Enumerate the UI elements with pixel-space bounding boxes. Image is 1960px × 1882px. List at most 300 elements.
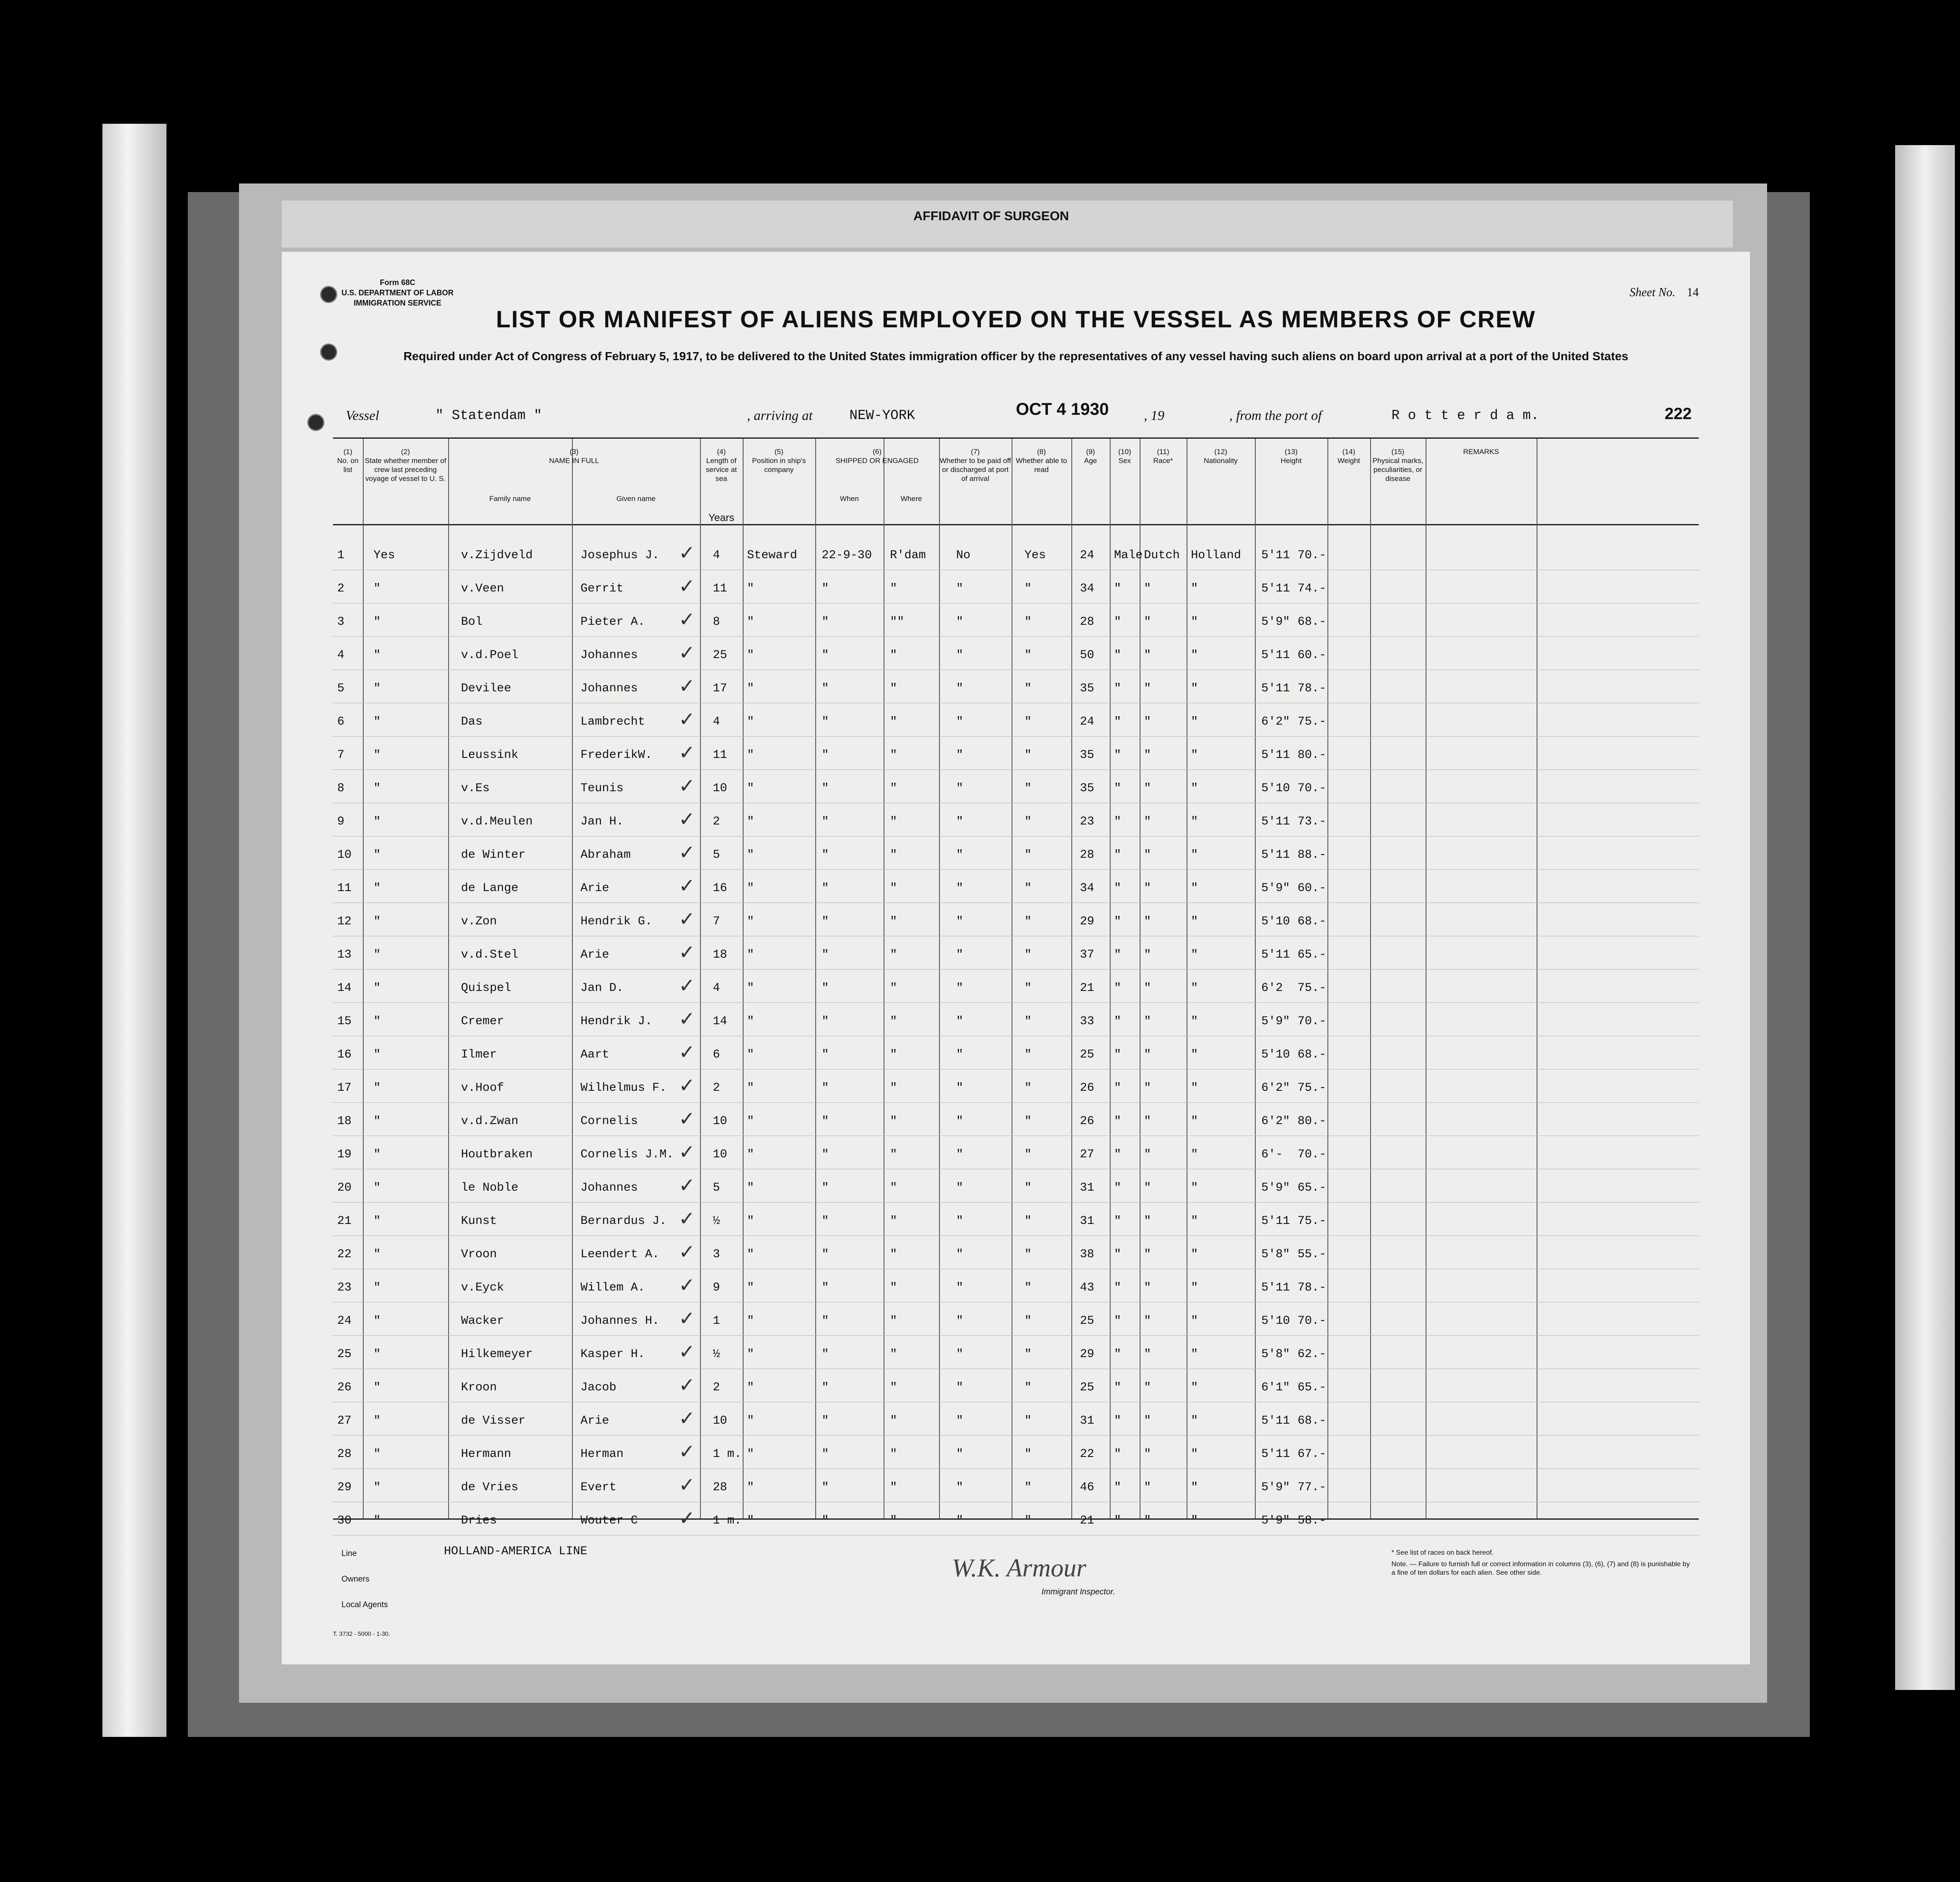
position: " [747,815,754,828]
checkmark-icon: ✓ [679,1074,695,1097]
year-label: , 19 [1144,408,1164,423]
checkmark-icon: ✓ [679,541,695,564]
row-number: 14 [337,982,352,995]
nationality: " [1191,715,1198,728]
paid-off: " [956,782,963,795]
weight: 78.- [1298,1281,1327,1294]
column-number: (6) [872,448,882,456]
paid-off: " [956,948,963,961]
weight: 67.- [1298,1448,1327,1461]
nationality: " [1191,848,1198,862]
shipped-where: " [890,1181,897,1194]
height: 5'11 [1261,1414,1290,1428]
column-header [1110,447,1140,465]
given-name: Johannes [580,682,638,695]
family-name: le Noble [461,1181,519,1194]
shipped-where: " [890,715,897,728]
table-row [333,1369,1699,1402]
height: 5'11 [1261,1281,1290,1294]
shipped-when: " [822,582,829,595]
position: " [747,782,754,795]
height: 5'11 [1261,848,1290,862]
column-label: SHIPPED OR ENGAGED [835,457,919,465]
shipped-where: " [890,1448,897,1461]
weight: 78.- [1298,682,1327,695]
given-name: Jan H. [580,815,624,828]
weight: 80.- [1298,1115,1327,1128]
age: 23 [1080,815,1094,828]
age: 25 [1080,1048,1094,1061]
family-name: Bol [461,615,483,629]
age: 31 [1080,1181,1094,1194]
family-name: de Vries [461,1481,519,1494]
member-flag: " [373,1314,381,1328]
table-row [333,836,1699,870]
position: " [747,1148,754,1161]
shipped-when: " [822,1081,829,1095]
nationality: " [1191,1281,1198,1294]
column-header [448,447,700,465]
paid-off: " [956,1281,963,1294]
row-number: 22 [337,1248,352,1261]
sex: " [1114,715,1121,728]
column-header [572,494,700,503]
sheet-number [1630,286,1699,300]
family-name: v.d.Poel [461,649,519,662]
row-number: 13 [337,948,352,961]
member-flag: " [373,1481,381,1494]
crew-table [333,437,1699,1529]
column-label: No. on list [337,457,359,474]
given-name: Arie [580,948,610,961]
height: 6'- [1261,1148,1283,1161]
shipped-when: " [822,1248,829,1261]
age: 43 [1080,1281,1094,1294]
weight: 70.- [1298,549,1327,562]
member-flag: " [373,615,381,629]
weight: 68.- [1298,1414,1327,1428]
age: 50 [1080,649,1094,662]
height: 5'11 [1261,682,1290,695]
row-number: 2 [337,582,344,595]
table-row [333,1502,1699,1535]
service: IMMIGRATION SERVICE [353,299,442,307]
given-name: Hendrik J. [580,1015,653,1028]
family-name: v.Es [461,782,490,795]
from-port: R o t t e r d a m. [1391,408,1539,423]
row-number: 12 [337,915,352,928]
service-length: 16 [713,882,727,895]
service-length: ½ [713,1215,720,1228]
family-name: v.Veen [461,582,504,595]
header-separator [333,524,1699,525]
given-name: Pieter A. [580,615,645,629]
height: 5'9" [1261,615,1290,629]
family-name: Kroon [461,1381,497,1394]
race: " [1144,848,1151,862]
service-length: 10 [713,1115,727,1128]
race: " [1144,1015,1151,1028]
sex: " [1114,815,1121,828]
race-note: * See list of races on back hereof. [1391,1549,1494,1556]
column-number: (15) [1391,448,1405,456]
family-name: Cremer [461,1015,504,1028]
shipped-when: " [822,715,829,728]
column-number: (1) [343,448,353,456]
race: " [1144,1414,1151,1428]
nationality: " [1191,1248,1198,1261]
sex: " [1114,1148,1121,1161]
family-name: v.d.Stel [461,948,519,961]
able-to-read: " [1024,1348,1032,1361]
position: " [747,1448,754,1461]
member-flag: " [373,848,381,862]
checkmark-icon: ✓ [679,841,695,864]
age: 29 [1080,915,1094,928]
manifest-sheet [282,252,1750,1664]
service-length: 3 [713,1248,720,1261]
race: " [1144,1115,1151,1128]
table-row [333,603,1699,637]
age: 28 [1080,615,1094,629]
sex: " [1114,649,1121,662]
column-label: REMARKS [1463,448,1499,456]
position: " [747,1348,754,1361]
position: " [747,1215,754,1228]
race: " [1144,1181,1151,1194]
row-number: 15 [337,1015,352,1028]
able-to-read: " [1024,948,1032,961]
weight: 58.- [1298,1514,1327,1527]
member-flag: " [373,682,381,695]
age: 26 [1080,1081,1094,1095]
race: " [1144,1381,1151,1394]
weight: 73.- [1298,815,1327,828]
age: 26 [1080,1115,1094,1128]
race: " [1144,749,1151,762]
paid-off: " [956,715,963,728]
age: 29 [1080,1348,1094,1361]
nationality: " [1191,948,1198,961]
row-number: 1 [337,549,344,562]
weight: 70.- [1298,782,1327,795]
row-number: 28 [337,1448,352,1461]
checkmark-icon: ✓ [679,574,695,597]
weight: 62.- [1298,1348,1327,1361]
service-length: 4 [713,982,720,995]
able-to-read: " [1024,1481,1032,1494]
given-name: Kasper H. [580,1348,645,1361]
position: " [747,915,754,928]
shipped-where: " [890,1314,897,1328]
race: " [1144,615,1151,629]
height: 5'9" [1261,1181,1290,1194]
table-row [333,637,1699,670]
paid-off: " [956,1248,963,1261]
family-name: v.Hoof [461,1081,504,1095]
column-number: (3) [569,448,579,456]
position: " [747,715,754,728]
service-length: 28 [713,1481,727,1494]
right-binding-strip [1895,145,1955,1690]
member-flag: " [373,1115,381,1128]
given-name: Lambrecht [580,715,645,728]
checkmark-icon: ✓ [679,1174,695,1197]
able-to-read: " [1024,982,1032,995]
height: 5'10 [1261,1048,1290,1061]
sex: " [1114,582,1121,595]
age: 21 [1080,982,1094,995]
paid-off: " [956,915,963,928]
shipped-when: " [822,882,829,895]
service-length: 17 [713,682,727,695]
nationality: " [1191,1381,1198,1394]
position: " [747,1514,754,1527]
table-row [333,670,1699,703]
height: 5'11 [1261,549,1290,562]
checkmark-icon: ✓ [679,1307,695,1330]
table-row [333,1269,1699,1302]
table-row [333,1069,1699,1103]
position: " [747,948,754,961]
row-number: 17 [337,1081,352,1095]
column-header [815,494,884,503]
age: 33 [1080,1015,1094,1028]
row-number: 18 [337,1115,352,1128]
age: 37 [1080,948,1094,961]
column-header [1187,447,1255,465]
column-header [1426,447,1537,456]
race: " [1144,1481,1151,1494]
column-label: Given name [616,495,656,503]
weight: 68.- [1298,1048,1327,1061]
column-header [448,494,572,503]
race: " [1144,1348,1151,1361]
footer [333,1545,1699,1656]
position: " [747,1248,754,1261]
height: 5'10 [1261,915,1290,928]
shipped-where: " [890,1215,897,1228]
service-length: 10 [713,1148,727,1161]
shipped-when: " [822,615,829,629]
age: 31 [1080,1215,1094,1228]
sex: " [1114,1081,1121,1095]
age: 24 [1080,715,1094,728]
member-flag: " [373,649,381,662]
shipped-when: " [822,1414,829,1428]
shipped-where: " [890,1481,897,1494]
row-number: 10 [337,848,352,862]
weight: 65.- [1298,1381,1327,1394]
sex: " [1114,682,1121,695]
member-flag: " [373,1181,381,1194]
line-value: HOLLAND-AMERICA LINE [444,1545,588,1558]
position: " [747,1081,754,1095]
checkmark-icon: ✓ [679,874,695,897]
row-number: 21 [337,1215,352,1228]
weight: 60.- [1298,882,1327,895]
family-name: de Visser [461,1414,526,1428]
weight: 88.- [1298,848,1327,862]
able-to-read: " [1024,682,1032,695]
shipped-when: " [822,948,829,961]
column-label: NAME IN FULL [549,457,599,465]
member-flag: " [373,1381,381,1394]
table-row [333,1236,1699,1269]
height: 6'2" [1261,1081,1290,1095]
able-to-read: " [1024,582,1032,595]
given-name: Gerrit [580,582,624,595]
paid-off: " [956,815,963,828]
shipped-when: " [822,682,829,695]
given-name: Jacob [580,1381,617,1394]
weight: 75.- [1298,1081,1327,1095]
nationality: " [1191,615,1198,629]
family-name: Wacker [461,1314,504,1328]
weight: 75.- [1298,1215,1327,1228]
sex: " [1114,1015,1121,1028]
column-header [1255,447,1327,465]
checkmark-icon: ✓ [679,608,695,631]
row-number: 27 [337,1414,352,1428]
shipped-where: " [890,915,897,928]
race: " [1144,1281,1151,1294]
sex: " [1114,1281,1121,1294]
shipped-where: " [890,1514,897,1527]
member-flag: " [373,1281,381,1294]
able-to-read: " [1024,1148,1032,1161]
able-to-read: " [1024,1414,1032,1428]
from-label: , from the port of [1229,408,1322,423]
shipped-when: " [822,982,829,995]
given-name: Johannes H. [580,1314,659,1328]
column-label: Position in ship's company [752,457,806,474]
nationality: " [1191,749,1198,762]
paid-off: " [956,649,963,662]
shipped-when: " [822,1514,829,1527]
service-length: 10 [713,1414,727,1428]
table-row [333,803,1699,836]
checkmark-icon: ✓ [679,1473,695,1496]
family-name: de Winter [461,848,526,862]
family-name: Vroon [461,1248,497,1261]
form-number: Form 68C [379,278,415,287]
position: " [747,1115,754,1128]
sheet-label: Sheet No. [1629,286,1675,299]
column-header [1327,447,1370,465]
able-to-read: " [1024,1115,1032,1128]
nationality: Holland [1191,549,1241,562]
shipped-when: " [822,1148,829,1161]
table-row [333,1436,1699,1469]
sex: " [1114,1248,1121,1261]
sex: " [1114,1514,1121,1527]
nationality: " [1191,682,1198,695]
row-number: 7 [337,749,344,762]
department: U.S. DEPARTMENT OF LABOR [341,288,454,297]
race: " [1144,1081,1151,1095]
sex: " [1114,1348,1121,1361]
position: " [747,1381,754,1394]
member-flag: " [373,1414,381,1428]
column-label: Whether able to read [1015,457,1067,474]
able-to-read: " [1024,782,1032,795]
nationality: " [1191,982,1198,995]
inspector-signature: W.K. Armour [952,1554,1087,1582]
family-name: Houtbraken [461,1148,533,1161]
age: 34 [1080,882,1094,895]
able-to-read: " [1024,815,1032,828]
sex: " [1114,749,1121,762]
age: 22 [1080,1448,1094,1461]
arrival-port: NEW-YORK [849,408,915,423]
shipped-when: " [822,649,829,662]
age: 24 [1080,549,1094,562]
table-row [333,537,1699,570]
position: Steward [747,549,797,562]
given-name: Teunis [580,782,624,795]
sex: " [1114,848,1121,862]
shipped-when: " [822,815,829,828]
able-to-read: " [1024,1248,1032,1261]
given-name: Johannes [580,649,638,662]
race: " [1144,1148,1151,1161]
service-length: 18 [713,948,727,961]
given-name: Arie [580,882,610,895]
weight: 68.- [1298,915,1327,928]
shipped-when: " [822,782,829,795]
checkmark-icon: ✓ [679,974,695,997]
member-flag: Yes [373,549,395,562]
row-number: 26 [337,1381,352,1394]
column-label: Whether to be paid off or discharged at port of arrival [939,457,1011,483]
column-header [939,447,1012,483]
column-label: Nationality [1204,457,1238,465]
sex: Male [1114,549,1143,562]
shipped-where: " [890,982,897,995]
nationality: " [1191,1048,1198,1061]
able-to-read: " [1024,749,1032,762]
able-to-read: " [1024,848,1032,862]
race: " [1144,1514,1151,1527]
table-row [333,1302,1699,1336]
sex: " [1114,1215,1121,1228]
nationality: " [1191,882,1198,895]
column-header [815,447,939,465]
height: 5'11 [1261,948,1290,961]
checkmark-icon: ✓ [679,807,695,830]
height: 5'11 [1261,749,1290,762]
paid-off: " [956,982,963,995]
paid-off: " [956,1514,963,1527]
service-length: 1 [713,1314,720,1328]
vessel-line [324,400,1716,429]
column-label: Race* [1153,457,1173,465]
position: " [747,1481,754,1494]
given-name: Bernardus J. [580,1215,667,1228]
column-number: (8) [1037,448,1046,456]
shipped-when: " [822,749,829,762]
checkmark-icon: ✓ [679,1407,695,1430]
height: 5'10 [1261,1314,1290,1328]
height: 5'11 [1261,1215,1290,1228]
height: 5'11 [1261,649,1290,662]
height: 5'9" [1261,882,1290,895]
given-name: Abraham [580,848,631,862]
shipped-when: " [822,1348,829,1361]
service-length: 11 [713,582,727,595]
shipped-where: " [890,1115,897,1128]
